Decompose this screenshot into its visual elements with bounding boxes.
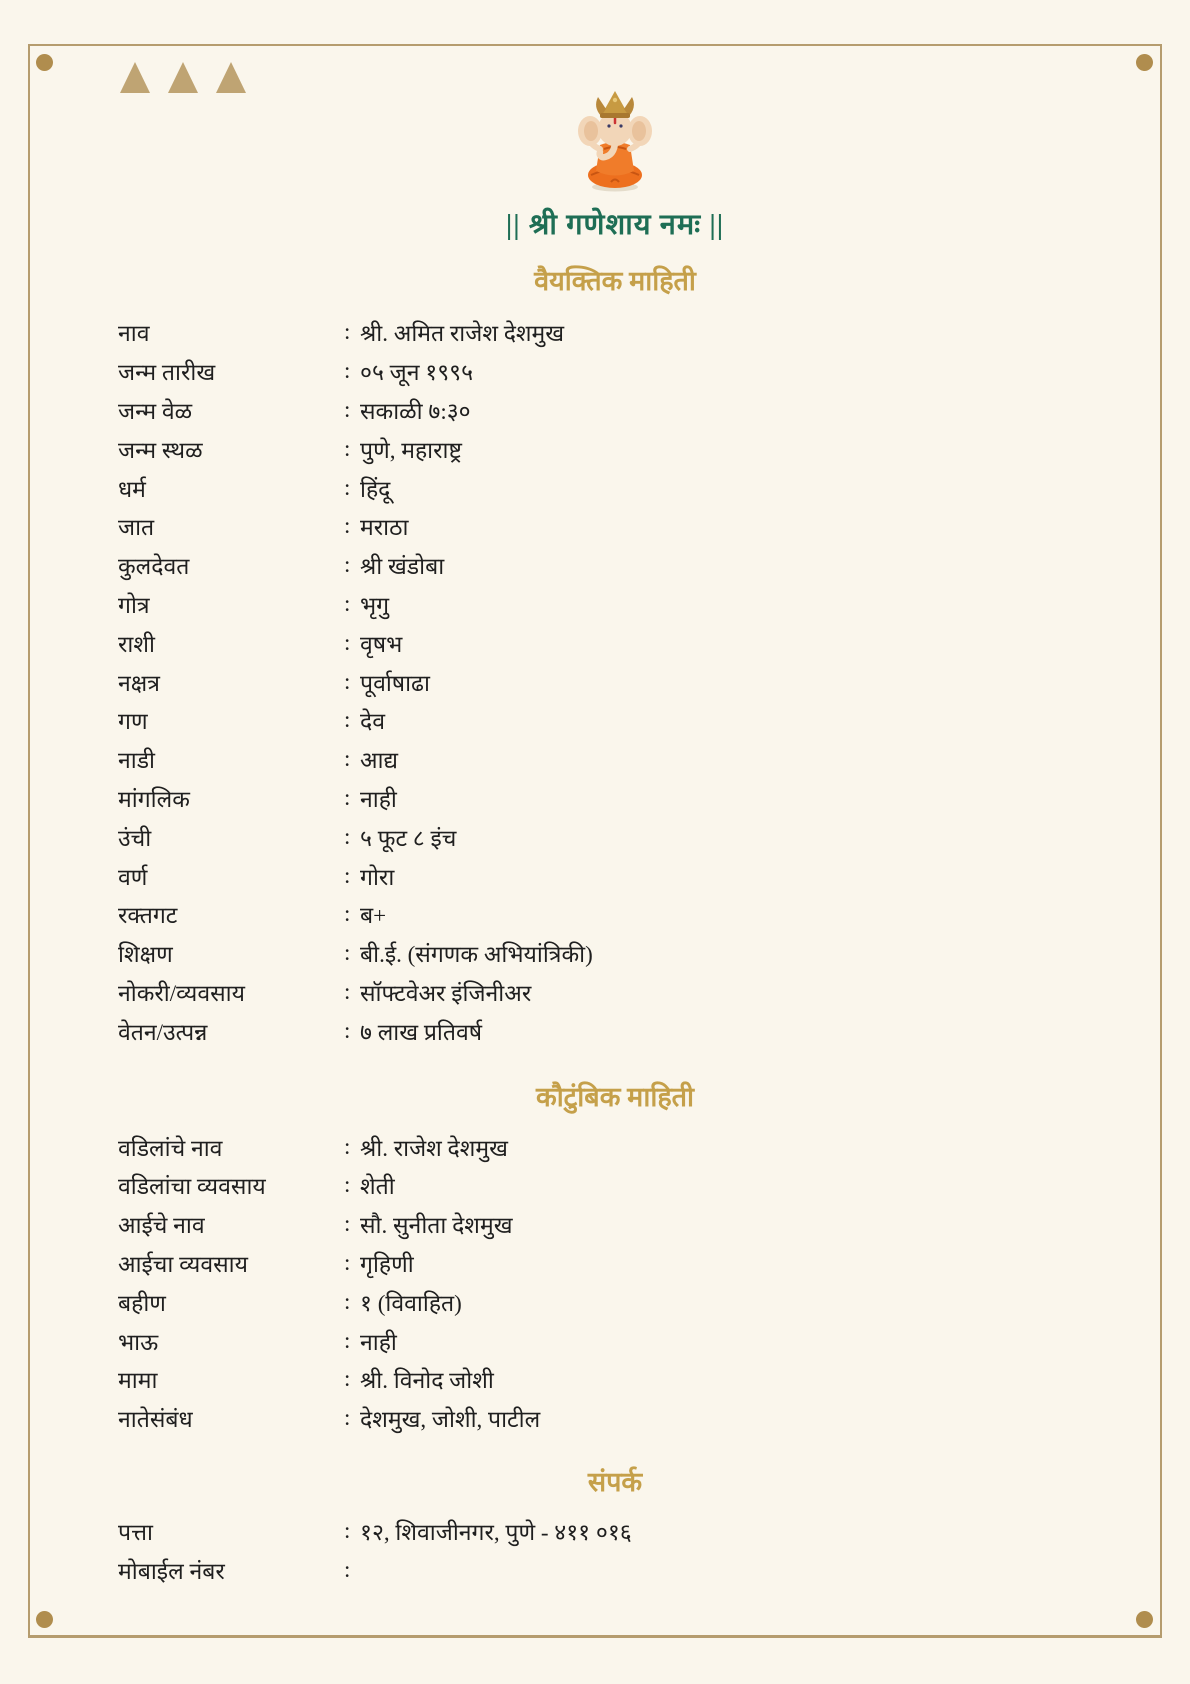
detail-row xyxy=(118,973,1112,1012)
biodata-content xyxy=(118,87,1112,1589)
row-value: १ (विवाहित) xyxy=(360,1290,462,1316)
row-colon: : xyxy=(344,319,351,345)
corner-dot-icon xyxy=(1136,1611,1153,1628)
row-colon: : xyxy=(344,668,351,694)
detail-row xyxy=(118,740,1112,779)
row-value: श्री. राजेश देशमुख xyxy=(360,1135,508,1161)
detail-row xyxy=(118,1399,1112,1438)
row-value: गृहिणी xyxy=(360,1251,414,1277)
row-value: १२, शिवाजीनगर, पुणे - ४११ ०१६ xyxy=(360,1519,632,1545)
corner-dot-icon xyxy=(36,1611,53,1628)
row-colon: : xyxy=(344,396,351,422)
detail-row xyxy=(118,429,1112,468)
row-colon: : xyxy=(344,1517,351,1543)
row-value: आद्य xyxy=(360,748,398,774)
row-colon: : xyxy=(344,746,351,772)
row-label: नोकरी/व्यवसाय xyxy=(118,980,245,1006)
row-colon: : xyxy=(344,1211,351,1237)
triangle-icon xyxy=(120,62,150,93)
row-label: शिक्षण xyxy=(118,942,173,968)
row-label: वडिलांचे नाव xyxy=(118,1135,223,1161)
row-label: जन्म स्थळ xyxy=(118,437,203,463)
row-label: वर्ण xyxy=(118,864,148,890)
row-label: नातेसंबंध xyxy=(118,1407,193,1433)
detail-row xyxy=(118,623,1112,662)
row-colon: : xyxy=(344,1017,351,1043)
row-label: मांगलिक xyxy=(118,786,190,812)
row-colon: : xyxy=(344,358,351,384)
row-colon: : xyxy=(344,1327,351,1353)
row-label: नाव xyxy=(118,321,150,347)
row-label: गोत्र xyxy=(118,592,150,618)
row-colon: : xyxy=(344,1249,351,1275)
detail-row xyxy=(118,1512,1112,1551)
row-label: जन्म तारीख xyxy=(118,360,216,386)
row-label: रक्तगट xyxy=(118,903,178,929)
row-colon: : xyxy=(344,707,351,733)
row-colon: : xyxy=(344,1172,351,1198)
row-colon: : xyxy=(344,1405,351,1431)
section-title-personal: वैयक्तिक माहिती xyxy=(534,266,696,296)
row-label: मोबाईल नंबर xyxy=(118,1558,225,1584)
row-label: राशी xyxy=(118,631,155,657)
row-value: ५ फूट ८ इंच xyxy=(360,825,457,851)
section-title-contact: संपर्क xyxy=(587,1466,643,1497)
detail-row xyxy=(118,1282,1112,1321)
row-value: गोरा xyxy=(360,864,395,890)
row-colon: : xyxy=(344,1556,351,1582)
row-colon: : xyxy=(344,435,351,461)
detail-row xyxy=(118,934,1112,973)
row-label: उंची xyxy=(118,825,152,851)
row-value: नाही xyxy=(360,786,397,812)
row-label: भाऊ xyxy=(118,1329,159,1355)
row-colon: : xyxy=(344,1288,351,1314)
row-colon: : xyxy=(344,474,351,500)
row-value: देशमुख, जोशी, पाटील xyxy=(360,1407,541,1433)
row-label: कुलदेवत xyxy=(118,554,190,580)
row-value: पुणे, महाराष्ट्र xyxy=(360,437,462,463)
detail-row xyxy=(118,662,1112,701)
row-value: मराठा xyxy=(360,515,409,541)
detail-row xyxy=(118,391,1112,430)
detail-row xyxy=(118,352,1112,391)
detail-row xyxy=(118,585,1112,624)
detail-row xyxy=(118,701,1112,740)
row-label: जन्म वेळ xyxy=(118,398,193,424)
corner-dot-icon xyxy=(1136,54,1153,71)
row-value: नाही xyxy=(360,1329,397,1355)
row-colon: : xyxy=(344,629,351,655)
row-colon: : xyxy=(344,940,351,966)
shloka-text: || श्री गणेशाय नमः || xyxy=(505,209,725,241)
row-colon: : xyxy=(344,552,351,578)
detail-row xyxy=(118,779,1112,818)
row-value: वृषभ xyxy=(360,631,403,657)
row-label: आईचे नाव xyxy=(118,1213,205,1239)
detail-row xyxy=(118,1127,1112,1166)
row-value: हिंदू xyxy=(360,476,391,502)
detail-row xyxy=(118,468,1112,507)
contact-details-list xyxy=(118,1512,1112,1590)
row-value: ब+ xyxy=(360,903,387,929)
row-colon: : xyxy=(344,784,351,810)
row-label: नक्षत्र xyxy=(118,670,160,696)
row-label: वेतन/उत्पन्न xyxy=(118,1019,208,1045)
row-label: बहीण xyxy=(118,1290,166,1316)
detail-row xyxy=(118,1205,1112,1244)
detail-row xyxy=(118,1166,1112,1205)
row-label: जात xyxy=(118,515,155,541)
row-label: पत्ता xyxy=(118,1519,153,1545)
row-colon: : xyxy=(344,513,351,539)
row-value: सौ. सुनीता देशमुख xyxy=(360,1213,513,1239)
row-value: श्री. विनोद जोशी xyxy=(360,1368,494,1394)
detail-row xyxy=(118,1244,1112,1283)
row-colon: : xyxy=(344,823,351,849)
row-colon: : xyxy=(344,862,351,888)
family-details-list xyxy=(118,1127,1112,1437)
row-value: ७ लाख प्रतिवर्ष xyxy=(360,1019,483,1045)
row-value: श्री खंडोबा xyxy=(360,554,445,580)
row-label: गण xyxy=(118,709,148,735)
detail-row xyxy=(118,507,1112,546)
detail-row xyxy=(118,895,1112,934)
row-colon: : xyxy=(344,978,351,1004)
row-label: धर्म xyxy=(118,476,146,502)
detail-row xyxy=(118,856,1112,895)
row-value: श्री. अमित राजेश देशमुख xyxy=(360,321,565,347)
biodata-card-frame xyxy=(28,44,1162,1638)
detail-row xyxy=(118,313,1112,352)
row-value: देव xyxy=(360,709,386,735)
row-colon: : xyxy=(344,901,351,927)
detail-row xyxy=(118,1550,1112,1589)
detail-row xyxy=(118,546,1112,585)
decorative-triangles xyxy=(120,62,246,93)
personal-details-list xyxy=(118,313,1112,1050)
section-title-family: कौटुंबिक माहिती xyxy=(535,1082,695,1113)
row-colon: : xyxy=(344,1133,351,1159)
row-label: आईचा व्यवसाय xyxy=(118,1251,248,1277)
triangle-icon xyxy=(168,62,198,93)
ganesha-icon xyxy=(571,87,659,193)
row-label: वडिलांचा व्यवसाय xyxy=(118,1174,266,1200)
row-value: पूर्वाषाढा xyxy=(360,670,430,696)
row-colon: : xyxy=(344,590,351,616)
row-value: ०५ जून १९९५ xyxy=(360,360,474,386)
row-value: सकाळी ७:३० xyxy=(360,398,471,424)
detail-row xyxy=(118,817,1112,856)
row-value: शेती xyxy=(360,1174,395,1200)
detail-row xyxy=(118,1360,1112,1399)
row-label: मामा xyxy=(118,1368,158,1394)
detail-row xyxy=(118,1011,1112,1050)
row-colon: : xyxy=(344,1366,351,1392)
row-value: बी.ई. (संगणक अभियांत्रिकी) xyxy=(360,942,593,968)
row-label: नाडी xyxy=(118,748,155,774)
detail-row xyxy=(118,1321,1112,1360)
row-value: सॉफ्टवेअर इंजिनीअर xyxy=(360,980,532,1006)
triangle-icon xyxy=(216,62,246,93)
corner-dot-icon xyxy=(36,54,53,71)
row-value: भृगु xyxy=(360,592,390,618)
